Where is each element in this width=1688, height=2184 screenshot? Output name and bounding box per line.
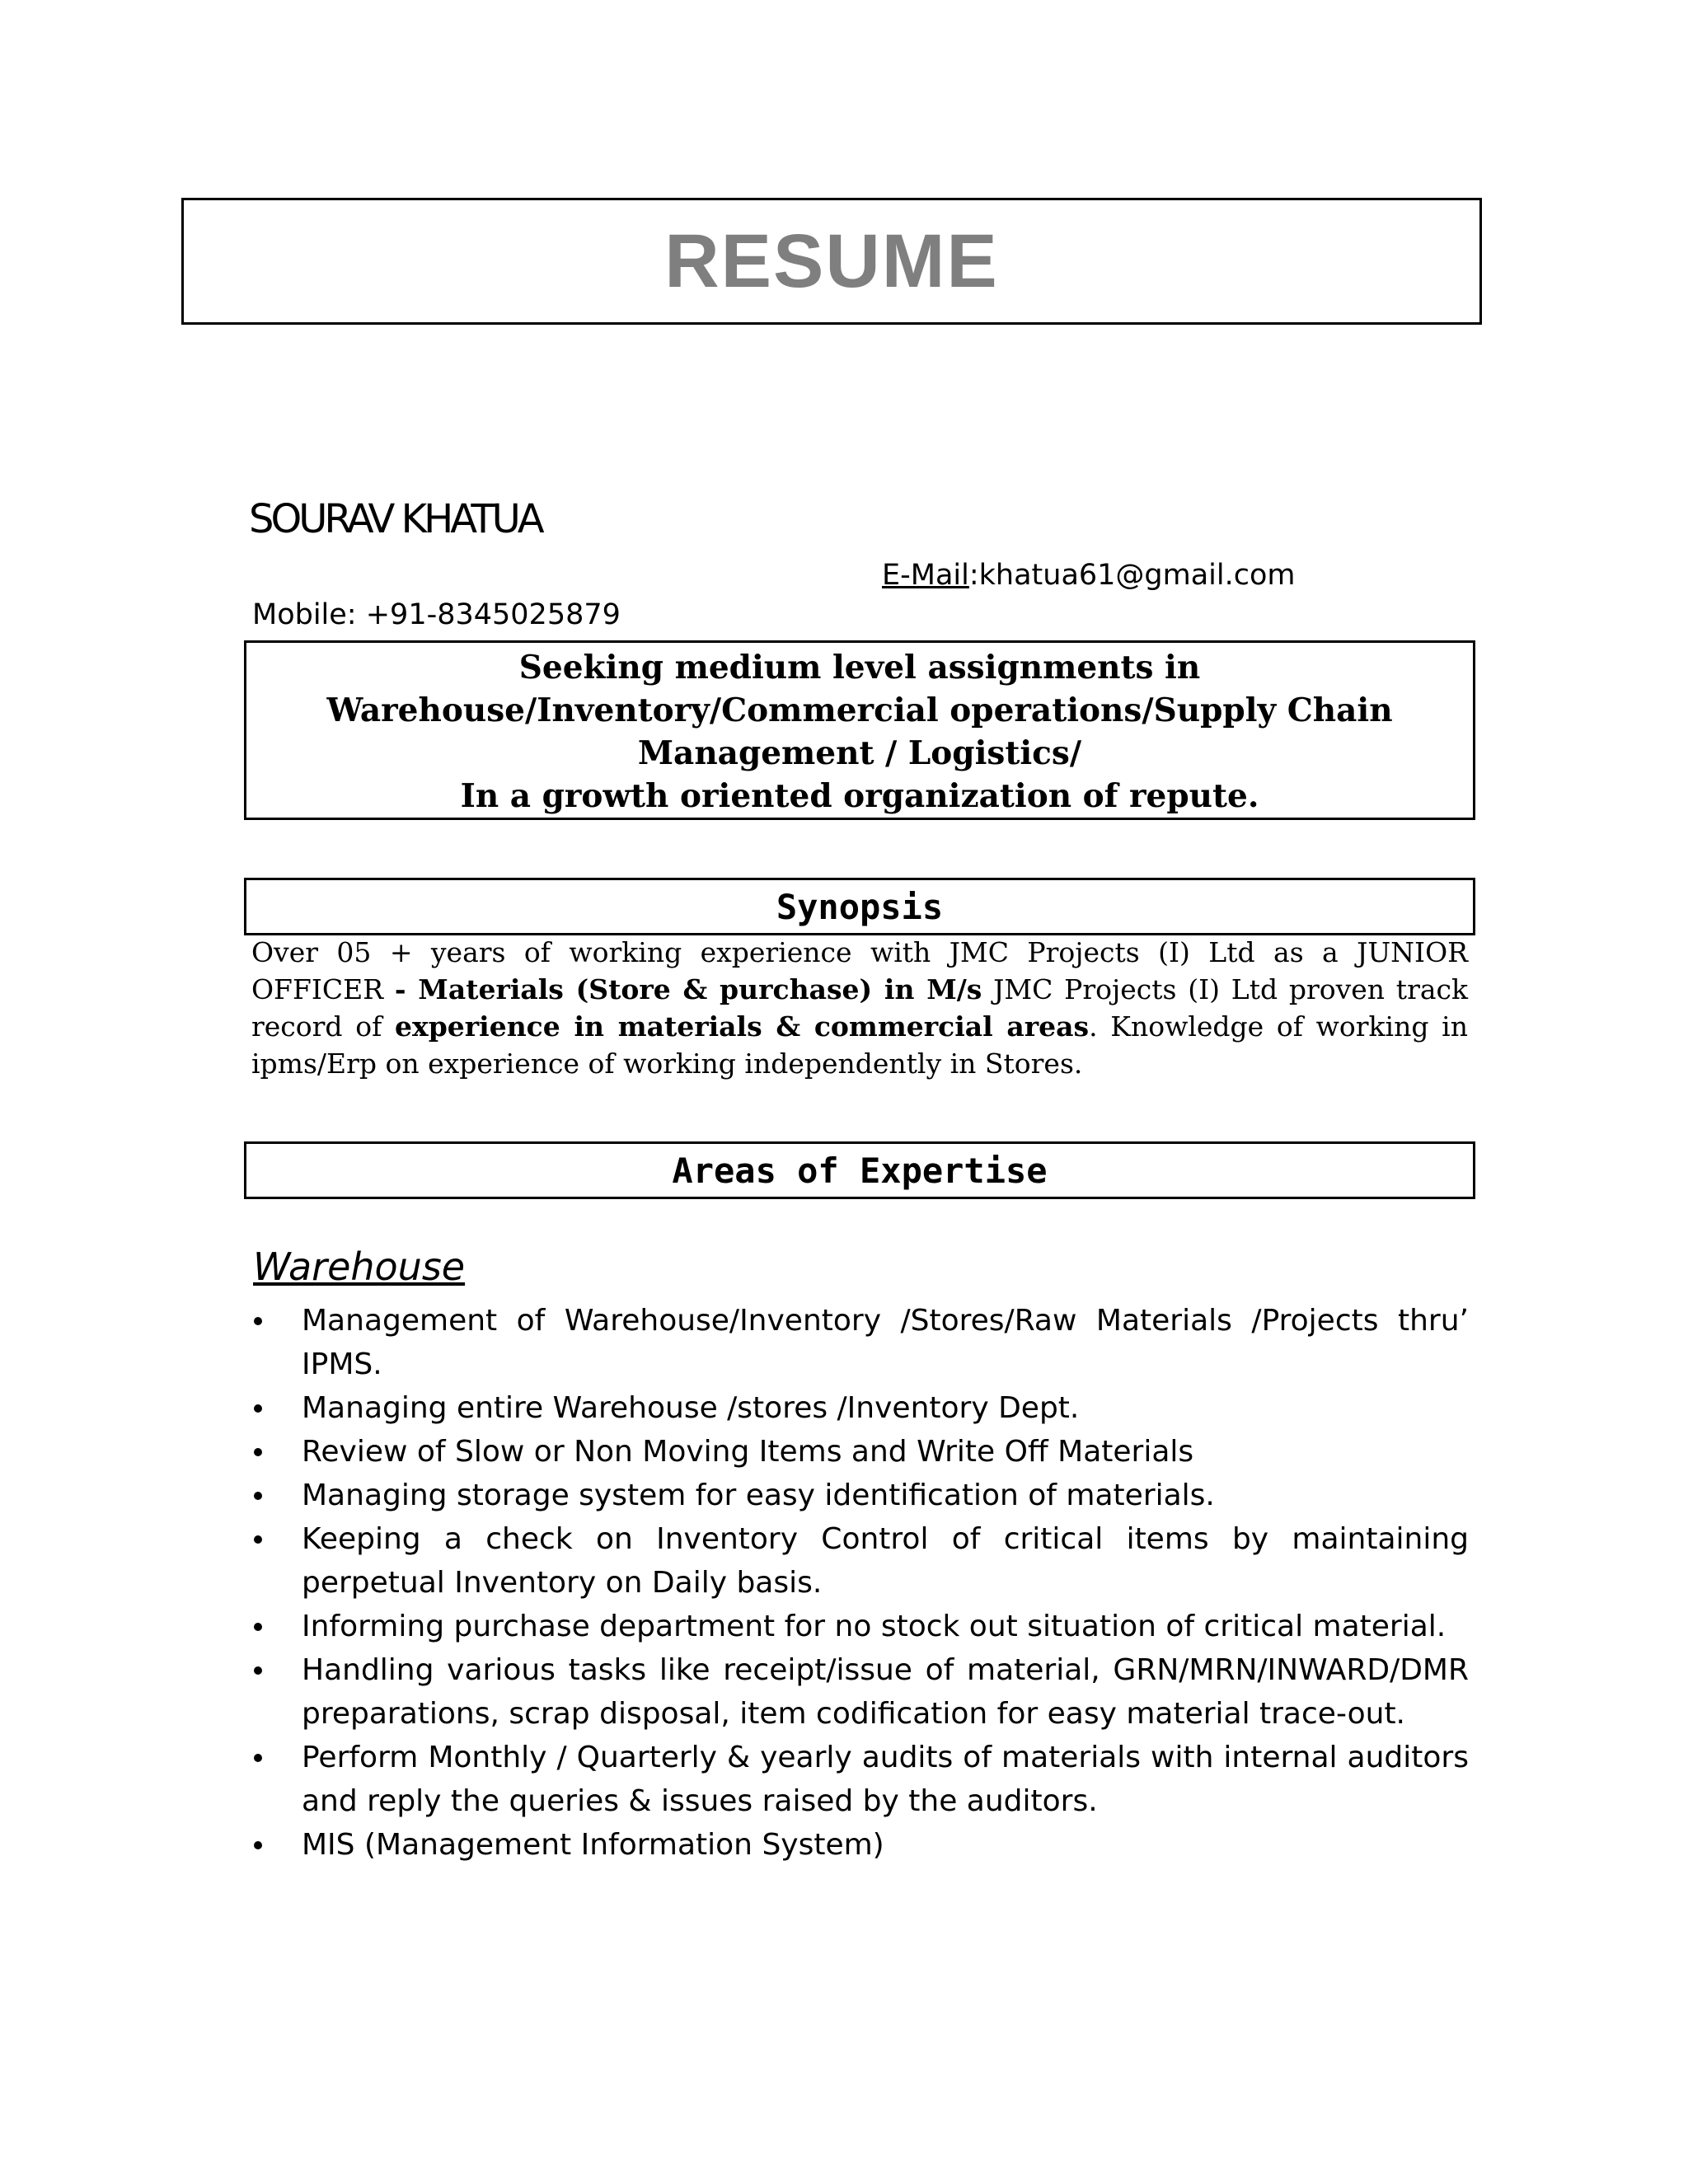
bullet-icon [254,1317,262,1325]
bullet-icon [254,1448,262,1456]
objective-line: Management / Logistics/ [637,734,1082,772]
email-value: :khatua61@gmail.com [968,559,1296,592]
objective-box [244,640,1475,820]
synopsis-text-5: . Knowledge of working in ipms/Erp on experience of working independently in Stores. [251,1010,1468,1080]
list-item [247,1386,1469,1430]
list-item [247,1430,1469,1474]
list-item [247,1474,1469,1517]
bullet-icon [254,1492,262,1500]
bullet-icon [254,1754,262,1762]
list-item-text: Managing storage system for easy identification of materials. [302,1479,1215,1512]
list-item [247,1736,1469,1823]
objective-line: Seeking medium level assignments in [518,649,1201,687]
mobile-number: Mobile: +91-8345025879 [252,598,621,631]
resume-title-box [181,198,1482,325]
synopsis-heading-box [244,878,1475,935]
resume-title: RESUME [664,218,999,303]
expertise-heading-box [244,1141,1475,1199]
list-item-text: Managing entire Warehouse /stores /Inventory Dept. [302,1391,1080,1425]
bullet-icon [254,1666,262,1675]
email-label: E-Mail [882,559,969,592]
objective-line: Warehouse/Inventory/Commercial operations/Supply Chain [326,691,1393,729]
list-item-text: Management of Warehouse/Inventory /Stores/Raw Materials /Projects thru’ IPMS. [302,1304,1469,1381]
synopsis-text-2: - Materials (Store & purchase) in M/s [394,973,982,1005]
bullet-icon [254,1841,262,1849]
bullet-icon [254,1404,262,1413]
list-item-text: MIS (Management Information System) [302,1828,884,1862]
synopsis-text-1: Over 05 + years of working experience with JMC Projects (I) Ltd as a JUNIOR OFFICER [251,936,1468,1005]
synopsis-paragraph [251,934,1468,1082]
expertise-heading: Areas of Expertise [672,1150,1048,1191]
list-item [247,1648,1469,1736]
bullet-icon [254,1623,262,1631]
list-item-text: Perform Monthly / Quarterly & yearly audits of materials with internal auditors and reply the queries & issues raised by the auditors. [302,1741,1469,1818]
list-item [247,1823,1469,1867]
email-line [882,559,1296,592]
list-item [247,1299,1469,1386]
warehouse-subheading: Warehouse [253,1244,466,1289]
list-item [247,1517,1469,1605]
candidate-name: SOURAV KHATUA [249,496,542,542]
bullet-icon [254,1535,262,1544]
list-item-text: Handling various tasks like receipt/issue of material, GRN/MRN/INWARD/DMR preparations, scrap disposal, item codification for easy material trace-out. [302,1653,1469,1731]
list-item-text: Keeping a check on Inventory Control of critical items by maintaining perpetual Inventory on Daily basis. [302,1522,1469,1600]
list-item [247,1605,1469,1648]
expertise-list [247,1299,1469,1867]
synopsis-text-4: experience in materials & commercial areas [395,1010,1090,1043]
synopsis-text-3: JMC Projects (I) Ltd proven track record of [251,973,1468,1043]
list-item-text: Review of Slow or Non Moving Items and Write Off Materials [302,1435,1194,1469]
list-item-text: Informing purchase department for no stock out situation of critical material. [302,1610,1447,1643]
synopsis-heading: Synopsis [776,886,944,927]
objective-line: In a growth oriented organization of repute. [460,777,1259,815]
